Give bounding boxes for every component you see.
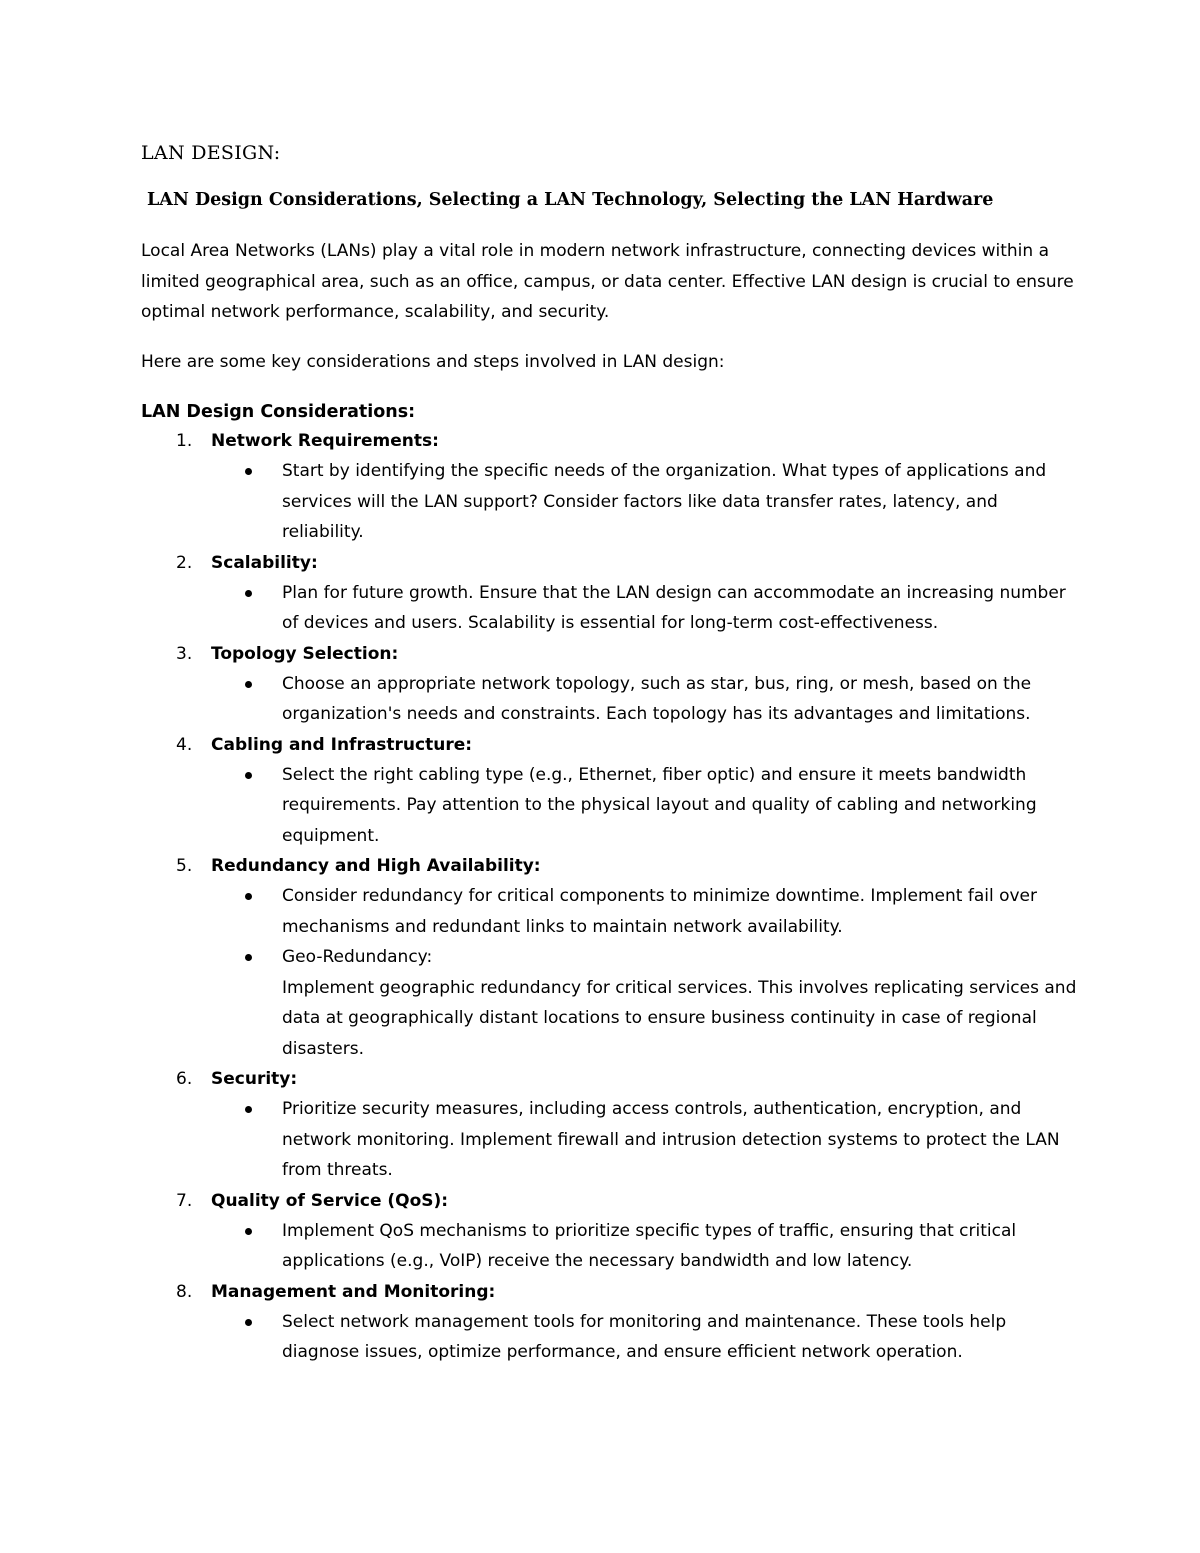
bullet-list <box>141 1094 1076 1186</box>
list-item-heading <box>141 639 1076 669</box>
list-item-heading <box>141 851 1076 881</box>
bullet-text: Geo-Redundancy: Implement geographic redundancy for critical services. This involves replicating services and data at geographically distant locations to ensure business continuity in case of regional disasters. <box>282 947 1077 1059</box>
bullet-item <box>141 1307 1082 1368</box>
bullet-list <box>141 1307 1076 1368</box>
bullet-text: Prioritize security measures, including access controls, authentication, encryption, and network monitoring. Implement firewall and intrusion detection systems to protect the LAN from threats. <box>282 1099 1060 1180</box>
intro-paragraph: Local Area Networks (LANs) play a vital role in modern network infrastructure, connecting devices within a limited geographical area, such as an office, campus, or data center. Effective LAN design is crucial to ensure optimal network performance, scalability, and security. <box>141 241 1074 322</box>
bullet-dot-icon <box>245 1228 252 1235</box>
bullet-dot-icon <box>245 681 252 688</box>
bullet-text: Select network management tools for monitoring and maintenance. These tools help diagnose issues, optimize performance, and ensure efficient network operation. <box>282 1311 1007 1362</box>
bullet-dot-icon <box>245 954 252 961</box>
lead-paragraph: Here are some key considerations and steps involved in LAN design: <box>141 352 725 372</box>
page-subtitle: LAN Design Considerations, Selecting a LAN Technology, Selecting the LAN Hardware <box>147 190 994 210</box>
bullet-list <box>141 456 1076 548</box>
bullet-item <box>141 942 1082 1064</box>
list-item-title: Scalability: <box>211 552 318 573</box>
list-item-number: 7. <box>176 1190 193 1211</box>
bullet-dot-icon <box>245 468 252 475</box>
bullet-text: Start by identifying the specific needs of the organization. What types of applications and services will the LAN support? Consider factors like data transfer rates, latency, and reliability. <box>282 461 1047 542</box>
section-heading: LAN Design Considerations: <box>141 402 416 422</box>
list-item-number: 5. <box>176 856 193 876</box>
list-item-number: 1. <box>176 431 193 451</box>
page-title: LAN DESIGN: <box>141 142 281 164</box>
list-item-heading <box>141 730 1076 760</box>
bullet-text: Consider redundancy for critical components to minimize downtime. Implement fail over mechanisms and redundant links to maintain network availability. <box>282 886 1038 937</box>
bullet-dot-icon <box>245 1319 252 1326</box>
bullet-item <box>141 578 1082 639</box>
bullet-list <box>141 578 1076 639</box>
list-item <box>141 426 1076 548</box>
list-item <box>141 639 1076 730</box>
bullet-dot-icon <box>245 772 252 779</box>
list-item <box>141 851 1076 1064</box>
list-item-title: Security: <box>211 1069 298 1089</box>
bullet-dot-icon <box>245 893 252 900</box>
bullet-item <box>141 456 1082 548</box>
bullet-item <box>141 1216 1082 1277</box>
list-item-title: Management and Monitoring: <box>211 1281 496 1302</box>
list-item <box>141 730 1076 852</box>
list-item-title: Cabling and Infrastructure: <box>211 734 473 755</box>
bullet-dot-icon <box>245 1106 252 1113</box>
bullet-item <box>141 669 1082 730</box>
list-item-title: Topology Selection: <box>211 643 399 664</box>
list-item-title: Quality of Service (QoS): <box>211 1190 449 1211</box>
list-item <box>141 548 1076 639</box>
bullet-text: Choose an appropriate network topology, such as star, bus, ring, or mesh, based on the organization's needs and constraints. Each topology has its advantages and limitations. <box>282 673 1032 724</box>
bullet-text: Plan for future growth. Ensure that the LAN design can accommodate an increasing number of devices and users. Scalability is essential for long-term cost-effectiveness. <box>282 582 1066 633</box>
list-item-title: Redundancy and High Availability: <box>211 856 541 876</box>
list-item-heading <box>141 1277 1076 1307</box>
list-item-number: 6. <box>176 1069 193 1089</box>
bullet-text: Select the right cabling type (e.g., Ethernet, fiber optic) and ensure it meets bandwidth requirements. Pay attention to the physical layout and quality of cabling and networking equipment. <box>282 764 1037 846</box>
list-item-title: Network Requirements: <box>211 431 439 451</box>
considerations-list <box>141 426 1076 1368</box>
bullet-dot-icon <box>245 590 252 597</box>
list-item <box>141 1186 1076 1277</box>
bullet-item <box>141 1094 1082 1186</box>
list-item-number: 8. <box>176 1281 193 1302</box>
list-item-number: 4. <box>176 734 193 755</box>
bullet-list <box>141 1216 1076 1277</box>
bullet-text: Implement QoS mechanisms to prioritize specific types of traffic, ensuring that critical applications (e.g., VoIP) receive the necessary bandwidth and low latency. <box>282 1220 1017 1271</box>
bullet-list <box>141 760 1076 852</box>
bullet-item <box>141 760 1082 852</box>
list-item-number: 3. <box>176 643 193 664</box>
list-item <box>141 1277 1076 1368</box>
list-item-heading <box>141 1186 1076 1216</box>
bullet-list <box>141 881 1076 1064</box>
bullet-item <box>141 881 1082 942</box>
list-item-heading <box>141 426 1076 456</box>
list-item <box>141 1064 1076 1186</box>
list-item-number: 2. <box>176 552 193 573</box>
list-item-heading <box>141 548 1076 578</box>
list-item-heading <box>141 1064 1076 1094</box>
bullet-list <box>141 669 1076 730</box>
